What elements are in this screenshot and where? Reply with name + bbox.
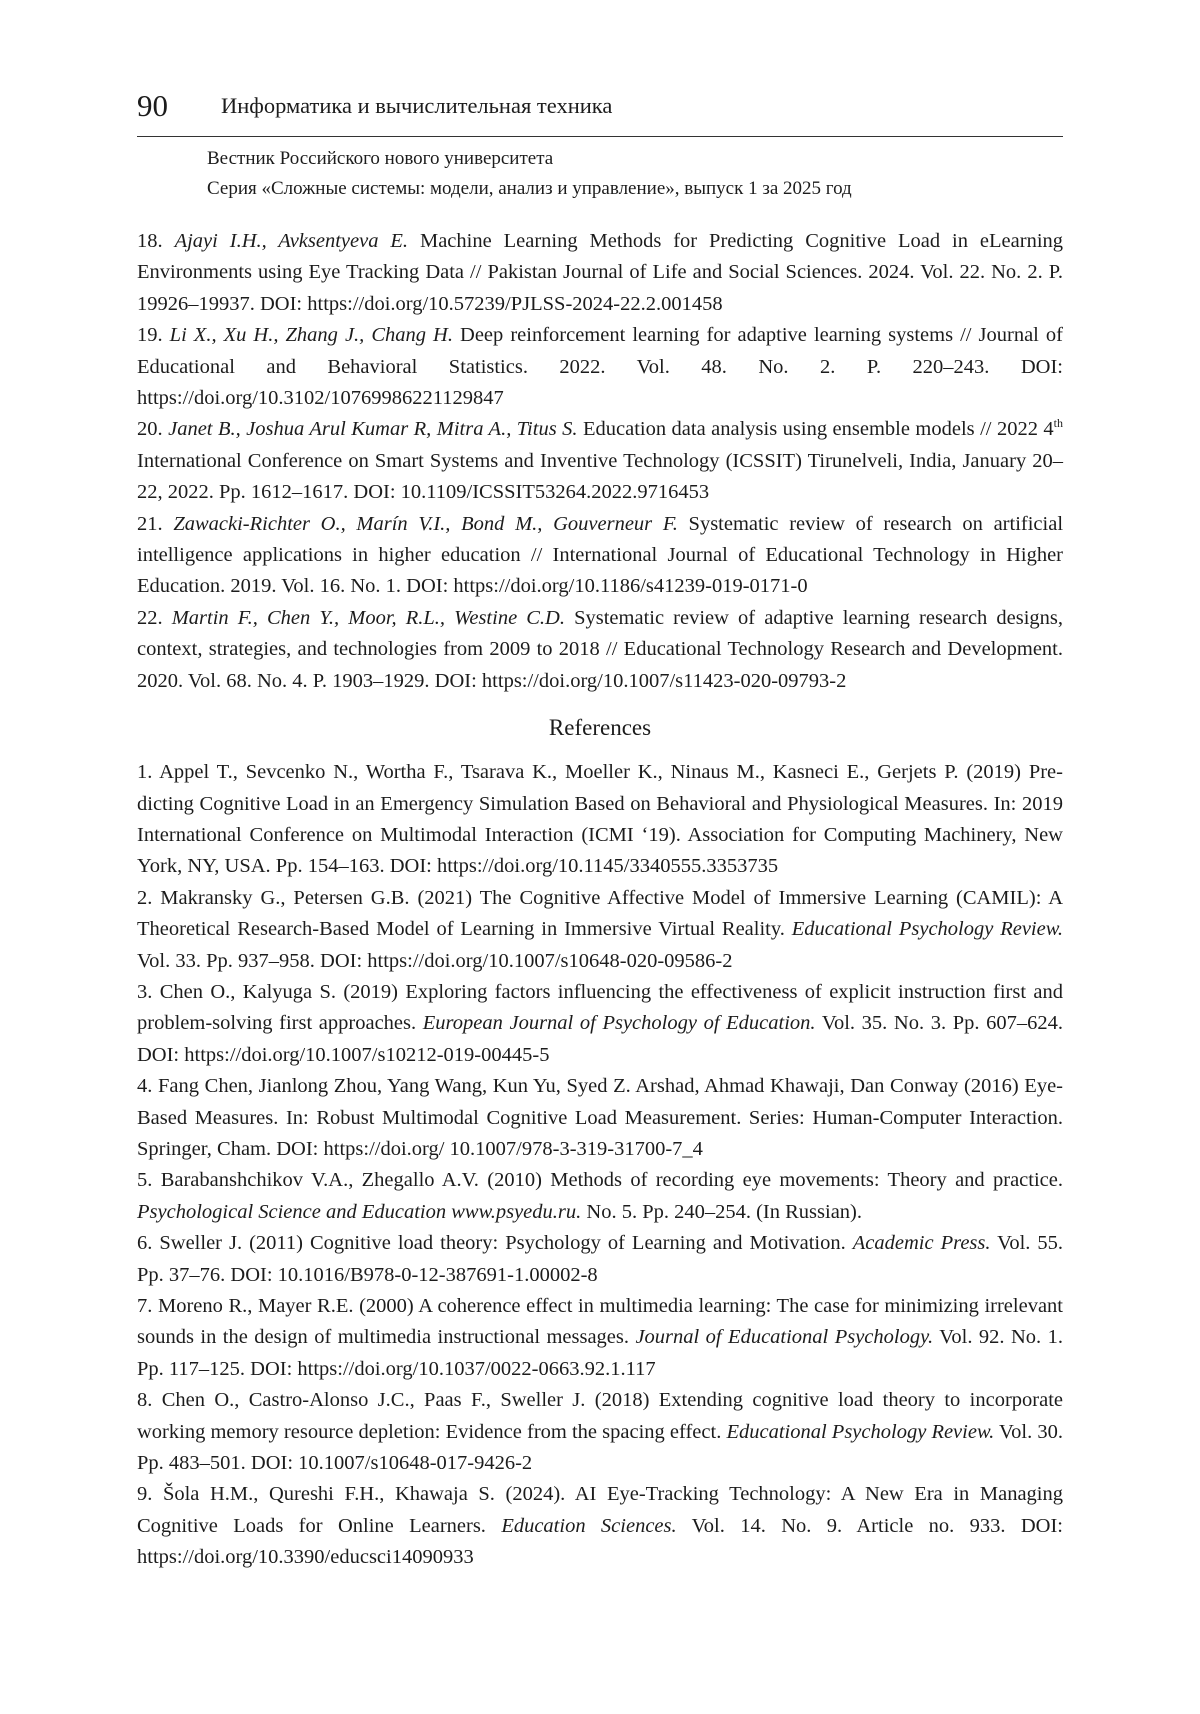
reference-authors: Janet B., Joshua Arul Kumar R, Mitra A., Titus S. (168, 418, 578, 441)
reference-item: 7. Moreno R., Mayer R.E. (2000) A coherence effect in multimedia learning: The case for minimizing irrelevant sounds in the design of multimedia instructional messages. Journal of Educational Psychology. Vol. 92. No. 1. Pp. 117–125. DOI: https://doi.org/10.1037/0022-0663.92.1.117 (137, 1295, 1063, 1380)
reference-text: Deep reinforcement learning for adaptive learning systems // Journal of Educational and Behavioral Statistics. 2022. Vol. 48. No. 2. P. 220–243. DOI: https://doi.org/10.3102/10769986221129847 (137, 324, 1063, 410)
reference-venue: Educational Psychology Review. (726, 1420, 995, 1443)
reference-authors: Martin F., Chen Y., Moor, R.L., Westine C.D. (171, 606, 565, 629)
reference-content (137, 226, 1063, 1574)
reference-item: 21. Zawacki-Richter O., Marín V.I., Bond M., Gouverneur F. Systematic review of research on artificial intelligence applications in higher education // International Journal of Educational Technology in Higher Education. 2019. Vol. 16. No. 1. DOI: https://doi.org/10.1186/s41239-019-0171-0 (137, 512, 1064, 598)
reference-item: 6. Sweller J. (2011) Cognitive load theory: Psychology of Learning and Motivation. Academic Press. Vol. 55. Pp. 37–76. DOI: 10.1016/B978-0-12-387691-1.00002-8 (137, 1232, 1064, 1286)
reference-item: 5. Barabanshchikov V.A., Zhegallo A.V. (2010) Methods of recording eye movements: Theory and practice. Psychological Science and Education www.psyedu.ru. No. 5. Pp. 240–254. (In Russian). (137, 1169, 1063, 1223)
reference-venue: Education Sciences. (501, 1514, 677, 1537)
reference-item: 2. Makransky G., Petersen G.B. (2021) The Cognitive Affective Model of Immersive Learning (CAMIL): A Theoretical Research-Based Model of Learning in Immersive Virtual Reality. Educational Psychology Review. Vol. 33. Pp. 937–958. DOI: https://doi.org/10.1007/s10648-020-09586-2 (137, 886, 1063, 972)
reference-venue: Educational Psychology Review. (791, 918, 1063, 941)
reference-text: International Conference on Smart Systems and Inventive Technology (ICSSIT) Tirunelveli, India, January 20–22, 2022. Pp. 1612–1617. DOI: 10.1109/ICSSIT53264.2022.9716453 (137, 449, 1063, 504)
journal-series: Серия «Сложные системы: модели, анализ и управление», выпуск 1 за 2025 год (207, 178, 852, 199)
superscript: th (1053, 416, 1064, 431)
reference-item: 19. Li X., Xu H., Zhang J., Chang H. Deep reinforcement learning for adaptive learning systems // Journal of Educational and Behavioral Statistics. 2022. Vol. 48. No. 2. P. 220–243. DOI: https://doi.org/10.3102/10769986221129847 (137, 324, 1063, 410)
running-head (137, 88, 1063, 137)
reference-venue: Academic Press. (852, 1232, 991, 1255)
reference-venue: European Journal of Psychology of Education. (422, 1012, 816, 1035)
reference-venue: Journal of Educational Psychology. (635, 1326, 934, 1349)
reference-text: Education data analysis using ensemble models // 2022 4 (582, 418, 1054, 441)
journal-info (207, 144, 852, 204)
reference-text: Systematic review of research on artificial intelligence applications in higher education // International Journal of Educational Technology in Higher Education. 2019. Vol. 16. No. 1. DOI: https://doi.org/10.1186/s41239-019-0171-0 (137, 512, 1064, 598)
reference-item: 1. Appel T., Sevcenko N., Wortha F., Tsarava K., Moeller K., Ninaus M., Kasneci E., Gerjets P. (2019) Predicting Cognitive Load in an Emergency Simulation Based on Behavioral and Physiological Measures. In: 2019 International Conference on Multimodal Interaction (ICMI ‘19). Association for Computing Machinery, New York, NY, USA. Pp. 154–163. DOI: https://doi.org/10.1145/3340555.3353735 (137, 761, 1063, 878)
reference-item: 22. Martin F., Chen Y., Moor, R.L., Westine C.D. Systematic review of adaptive learning research designs, context, strategies, and technologies from 2009 to 2018 // Educational Technology Research and Development. 2020. Vol. 68. No. 4. P. 1903–1929. DOI: https://doi.org/10.1007/s11423-020-09793-2 (137, 606, 1064, 692)
reference-venue: Psychological Science and Education www.psyedu.ru. (137, 1200, 582, 1223)
section-title: Информатика и вычислительная техника (221, 93, 613, 118)
reference-authors: Ajayi I.H., Avksentyeva E. (174, 230, 409, 252)
reference-item: 9. Šola H.M., Qureshi F.H., Khawaja S. (2024). AI Eye-Tracking Technology: A New Era in Managing Cognitive Loads for Online Learners. Education Sciences. Vol. 14. No. 9. Article no. 933. DOI: https://doi.org/10.3390/educsci14090933 (137, 1483, 1064, 1569)
reference-text: Systematic review of adaptive learning research designs, context, strategies, and technologies from 2009 to 2018 // Educational Technology Research and Development. 2020. Vol. 68. No. 4. P. 1903–1929. DOI: https://doi.org/10.1007/s11423-020-09793-2 (137, 606, 1064, 692)
reference-item: 20. Janet B., Joshua Arul Kumar R, Mitra A., Titus S. Education data analysis using ensemble models // 2022 4th International Conference on Smart Systems and Inventive Technology (ICSSIT) Tirunelveli, India, January 20–22, 2022. Pp. 1612–1617. DOI: 10.1109/ICSSIT53264.2022.9716453 (137, 416, 1064, 504)
journal-title: Вестник Российского нового университета (207, 148, 554, 169)
reference-item: 4. Fang Chen, Jianlong Zhou, Yang Wang, Kun Yu, Syed Z. Arshad, Ahmad Khawaji, Dan Conway (2016) Eye-Based Measures. In: Robust Multimodal Cognitive Load Measurement. Series: Human-Computer Interaction. Springer, Cham. DOI: https://doi.org/ 10.1007/978-3-319-31700-7_4 (137, 1075, 1063, 1160)
references-heading: References (548, 715, 652, 741)
reference-item: 8. Chen O., Castro-Alonso J.C., Paas F., Sweller J. (2018) Extending cognitive load theory to incorporate working memory resource depletion: Evidence from the spacing effect. Educational Psychology Review. Vol. 30. Pp. 483–501. DOI: 10.1007/s10648-017-9426-2 (137, 1389, 1063, 1475)
reference-item: 18. Ajayi I.H., Avksentyeva E. Machine Learning Methods for Predicting Cognitive Load in eLearning Environments using Eye Tracking Data // Pakistan Journal of Life and Social Sciences. 2024. Vol. 22. No. 2. P. 19926–19937. DOI: https://doi.org/10.57239/PJLSS-2024-22.2.001458 (137, 230, 1064, 315)
reference-item: 3. Chen O., Kalyuga S. (2019) Exploring factors influencing the effectiveness of explicit instruction first and problem-solving first approaches. European Journal of Psychology of Education. Vol. 35. No. 3. Pp. 607–624. DOI: https://doi.org/10.1007/s10212-019-00445-5 (137, 980, 1064, 1066)
reference-text: Machine Learning Methods for Predicting Cognitive Load in eLearning Environments using Eye Tracking Data // Pakistan Journal of Life and Social Sciences. 2024. Vol. 22. No. 2. P. 19926–19937. DOI: https://doi.org/10.57239/PJLSS-2024-22.2.001458 (137, 230, 1064, 315)
page-number: 90 (137, 88, 168, 123)
reference-authors: Li X., Xu H., Zhang J., Chang H. (169, 324, 453, 347)
reference-authors: Zawacki-Richter O., Marín V.I., Bond M., Gouverneur F. (173, 512, 678, 535)
